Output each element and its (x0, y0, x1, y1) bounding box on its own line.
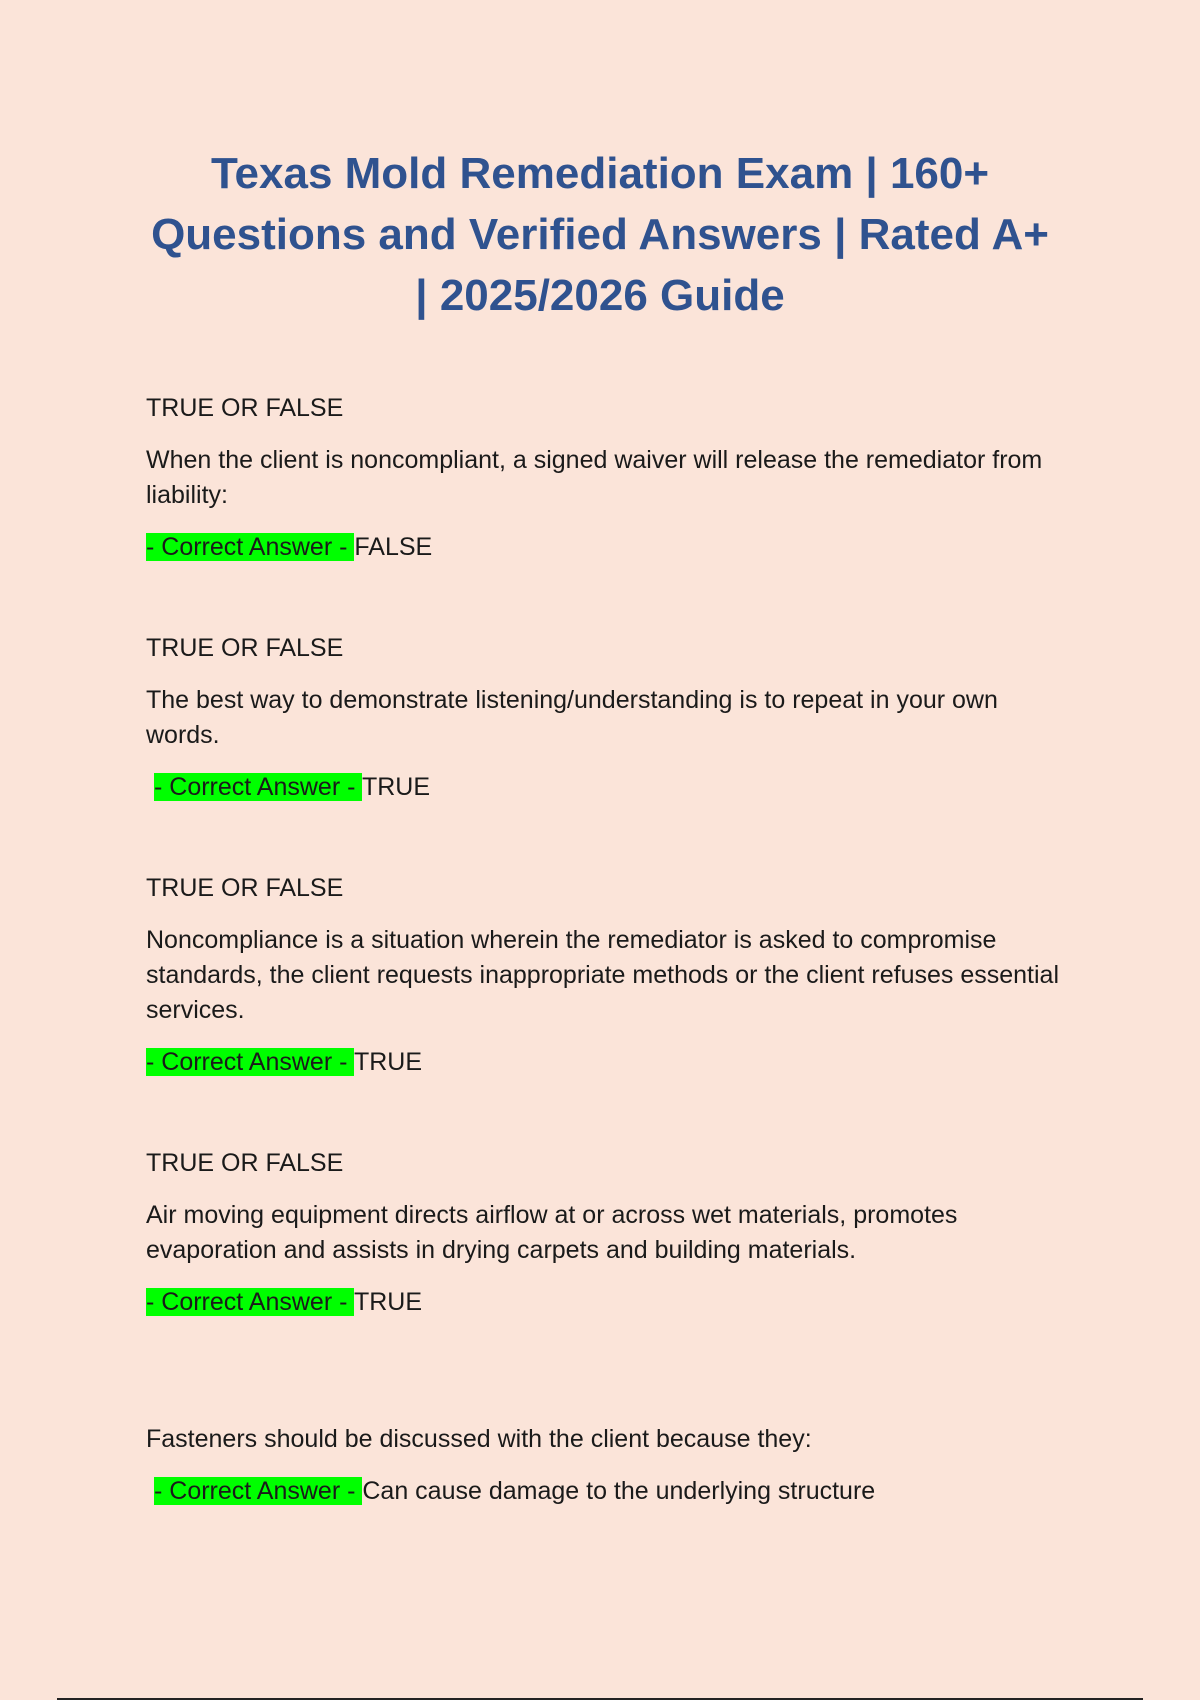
question-type: TRUE OR FALSE (146, 634, 344, 662)
answer-line (146, 1285, 1066, 1320)
answer-text: TRUE (353, 1048, 422, 1076)
answer-text: FALSE (354, 533, 433, 561)
question-type: TRUE OR FALSE (146, 1149, 344, 1177)
correct-answer-label: - Correct Answer - (146, 1048, 354, 1076)
answer-line (146, 530, 1066, 565)
question-text: Air moving equipment directs airflow at or across wet materials, promotes evaporation and assists in drying carpets and building materials. (146, 1201, 958, 1264)
answer-line (146, 1474, 1066, 1509)
correct-answer-label: - Correct Answer - (154, 773, 362, 801)
question-type: TRUE OR FALSE (146, 394, 344, 422)
qa-item-2 (146, 631, 1066, 805)
answer-text: TRUE (361, 773, 430, 801)
question-text: Fasteners should be discussed with the client because they: (146, 1425, 812, 1453)
correct-answer-label: - Correct Answer - (154, 1477, 363, 1505)
document-title: Texas Mold Remediation Exam | 160+ Questions and Verified Answers | Rated A+ | 2025/2026 Guide (151, 149, 1049, 320)
answer-text: Can cause damage to the underlying structure (362, 1477, 876, 1505)
question-type: TRUE OR FALSE (146, 874, 344, 902)
correct-answer-label: - Correct Answer - (146, 533, 355, 561)
answer-line (146, 1045, 1066, 1080)
answer-line (146, 770, 1066, 805)
answer-text: TRUE (353, 1288, 422, 1316)
qa-item-3 (146, 871, 1066, 1080)
question-text: Noncompliance is a situation wherein the remediator is asked to compromise standards, the client requests inappropriate methods or the client refuses essential services. (146, 926, 1060, 1024)
question-text: The best way to demonstrate listening/understanding is to repeat in your own words. (146, 686, 998, 749)
qa-item-4 (146, 1146, 1066, 1320)
qa-item-1 (146, 391, 1066, 565)
qa-item-5 (146, 1422, 1066, 1509)
question-text: When the client is noncompliant, a signed waiver will release the remediator from liability: (146, 446, 1043, 509)
correct-answer-label: - Correct Answer - (146, 1288, 354, 1316)
